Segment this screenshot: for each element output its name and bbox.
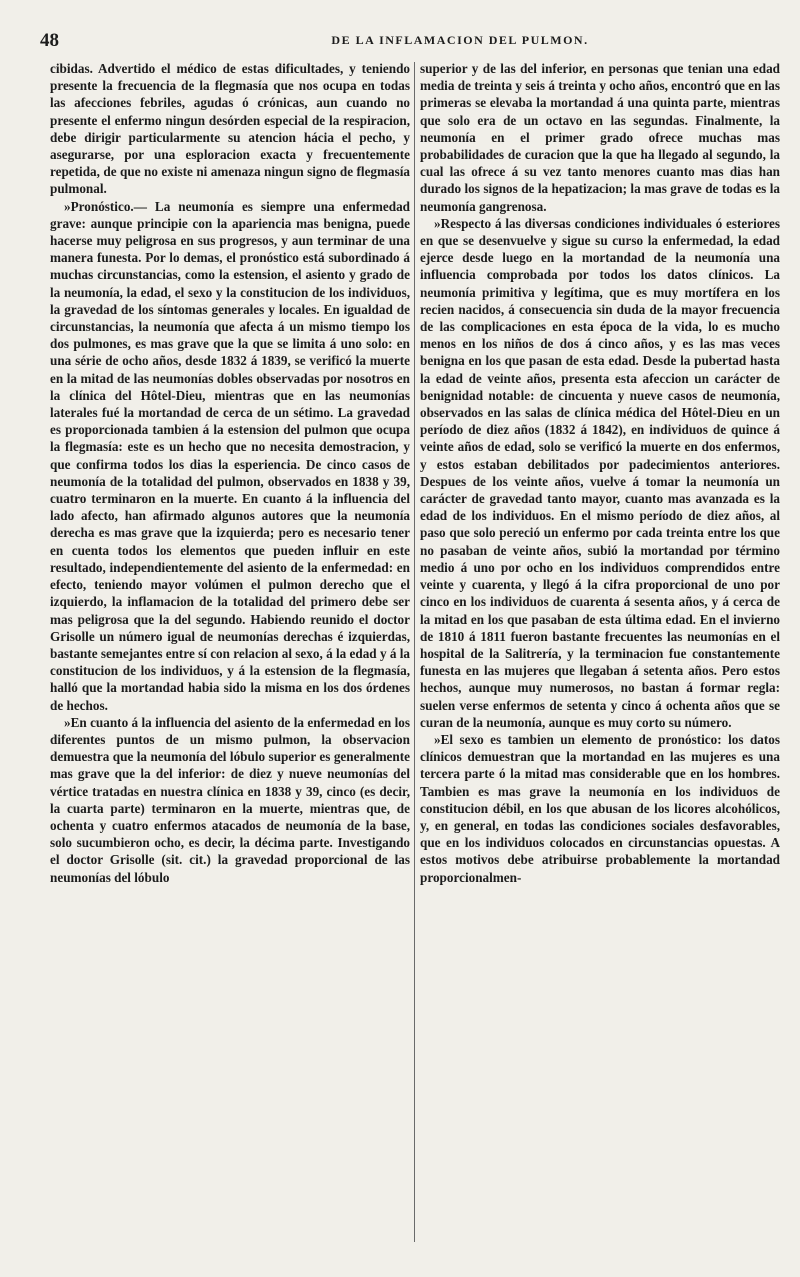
page-header <box>40 30 770 56</box>
column-divider <box>414 62 415 1242</box>
page-number: 48 <box>40 30 59 51</box>
paragraph: superior y de las del inferior, en personas que tenian una edad media de treinta y seis á treinta y ocho años, encontró que en las primeras se elevaba la mortandad á una quinta parte, mientras que solo era de un octavo en las segundas. Finalmente, la neumonía en el primer grado ofrece muchas mas probabilidades de curacion que la que ha llegado al segundo, la cual las ofrece á su vez tanto menores cuanto mas dias han durado los signos de la hepatizacion; la mas grave de todas es la neumonía gangrenosa. <box>420 61 780 214</box>
paragraph: cibidas. Advertido el médico de estas dificultades, y teniendo presente la frecuencia de la flegmasía que nos ocupa en todas las afecciones febriles, agudas ó crónicas, aun cuando no presente el enfermo ningun desórden especial de la respiracion, debe dirigir particularmente su atencion hácia el pecho, y asegurarse, por una esploracion exacta y frecuentemente repetida, de que no existe ni amenaza ningun signo de flegmasía pulmonal. <box>50 61 410 197</box>
paragraph: »Respecto á las diversas condiciones individuales ó esteriores en que se desenvuelve y sigue su curso la enfermedad, la edad ejerce desde luego en la mortandad de la neumonía una influencia comprobada por todos los datos clínicos. La neumonía primitiva y legítima, que es muy mortífera en los recien nacidos, á consecuencia sin duda de la mayor frecuencia de las complicaciones en esta época de la vida, lo es mucho menos en los niños de dos á cinco años, y es las mas veces benigna en los que pasan de esta edad. Desde la pubertad hasta la edad de veinte años, presenta esta afeccion un carácter de benignidad notable: de cincuenta y nueve casos de neumonía, observados en las salas de clínica médica del Hôtel-Dieu en un período de diez años (1832 á 1842), en individuos de quince á veinte años de edad, solo se verificó la muerte en dos enfermos, y estos estaban debilitados por padecimientos anteriores. Despues de los veinte años, vuelve á tomar la neumonía un carácter de gravedad tanto mayor, cuanto mas avanzada es la edad de los individuos. En el mismo período de diez años, al paso que solo pereció un enfermo por cada treinta entre los que no pasaban de veinte años, subió la mortandad por término medio á uno por ocho en los individuos comprendidos entre veinte y cuarenta, y llegó á la cifra proporcional de uno por cinco en los individuos de cuarenta á sesenta años, y á cerca de la mitad en los que pasaban de esta última edad. En el invierno de 1810 á 1811 fueron bastante frecuentes las neumonías en el hospital de la Salitrería, y la terminacion fue constantemente funesta en las mujeres que llegaban á setenta años. Pero estos hechos, aunque muy numerosos, no bastan á formar regla: suelen verse enfermos de setenta y cinco á ochenta años que se curan de la neumonía, aunque es muy corto su número. <box>420 215 780 730</box>
left-column <box>50 60 410 886</box>
paragraph: »En cuanto á la influencia del asiento de la enfermedad en los diferentes puntos de un mismo pulmon, la observacion demuestra que la neumonía del lóbulo superior es generalmente mas grave que la del inferior: de diez y nueve neumonías del vértice tratadas en nuestra clínica en 1838 y 39, cinco (es decir, la cuarta parte) terminaron en la muerte, mientras que, de ochenta y cuatro enfermos atacados de neumonía de la base, solo sucumbieron ocho, es decir, la décima parte. Investigando el doctor Grisolle (sit. cit.) la gravedad proporcional de las neumonías del lóbulo <box>50 714 410 885</box>
paragraph-pronostico: »Pronóstico.— La neumonía es siempre una enfermedad grave: aunque principie con la apariencia mas benigna, puede hacerse muy peligrosa en sus progresos, y aun terminar de una manera funesta. Por lo demas, el pronóstico está subordinado á muchas circunstancias, como la estension, el asiento y grado de la neumonía, la edad, el sexo y la constitucion de los individuos, la gravedad de los síntomas generales y locales. En igualdad de circunstancias, la neumonía que afecta á un mismo tiempo los dos pulmones, es mas grave que la que se limita á uno solo: en una série de ocho años, desde 1832 á 1839, se verificó la muerte en la mitad de las neumonías dobles observadas por nosotros en la clínica del Hôtel-Dieu, mientras que en las neumonías laterales fué la mortandad de cerca de un sétimo. La gravedad es proporcionada tambien á la estension del pulmon que ocupa la flegmasía: este es un hecho que no necesita demostracion, y que confirma todos los dias la esperiencia. De cinco casos de neumonía de la totalidad del pulmon, observados en 1838 y 39, cuatro terminaron en la muerte. En cuanto á la influencia del lado afecto, han afirmado algunos autores que la neumonía derecha es mas grave que la izquierda; pero es necesario tener en cuenta todos los elementos que pueden influir en este resultado, independientemente del asiento de la enfermedad: en efecto, teniendo mayor volúmen el pulmon derecho que el izquierdo, la inflamacion de la totalidad del primero debe ser mas peligrosa que la del segundo. Habiendo reunido el doctor Grisolle un número igual de neumonías derechas é izquierdas, bastante semejantes entre sí con relacion al sexo, á la edad y á la constitucion de los individuos, y á la estension de la flegmasía, halló que la mortandad habia sido la misma en los dos órdenes de hechos. <box>50 198 410 713</box>
paragraph: »El sexo es tambien un elemento de pronóstico: los datos clínicos demuestran que la mortandad en las mujeres es una tercera parte ó la mitad mas considerable que en los hombres. Tambien es mas grave la neumonía en los individuos de constitucion débil, en los que abusan de los licores alcohólicos, y, en general, en todas las condiciones sociales desfavorables, que en los individuos colocados en circunstancias opuestas. A estos motivos debe atribuirse probablemente la mortandad proporcionalmen- <box>420 731 780 885</box>
right-column <box>420 60 780 886</box>
running-title: DE LA INFLAMACION DEL PULMON. <box>331 33 589 47</box>
